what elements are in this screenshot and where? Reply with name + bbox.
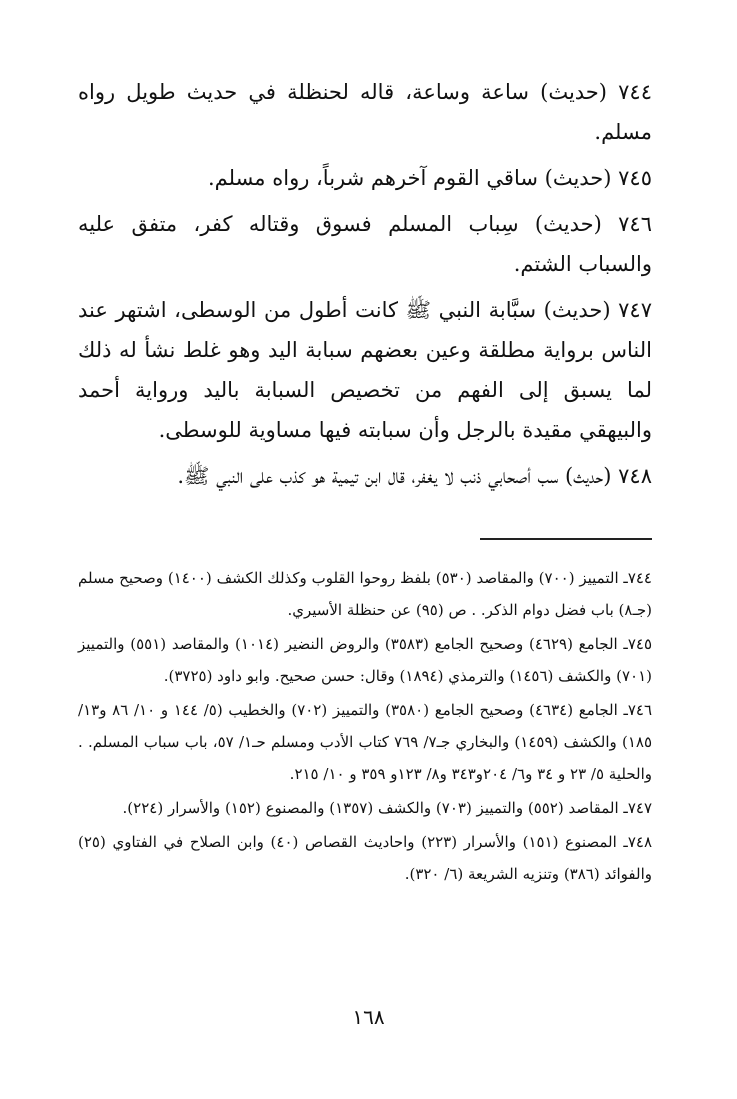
hadith-entry-748 [78,456,652,496]
footnote-divider [480,538,652,540]
footnote-748 [78,826,652,890]
footnote-746 [78,694,652,790]
footnote-text: ٧٤٨ـ المصنوع (١٥١) والأسرار (٢٢٣) واحاديث القصاص (٤٠) وابن الصلاح في الفتاوي (٢٥) والفوائد (٣٨٦) وتنزيه الشريعة (٦/ ٣٢٠). [78,833,652,883]
page-number: ١٦٨ [352,1005,385,1029]
footnote-747 [78,792,652,824]
hadith-entry-text: ٧٤٦ (حديث) سِباب المسلم فسوق وقتاله كفر، متفق عليه والسباب الشتم. [78,212,652,276]
hadith-entry-745 [78,158,652,198]
footnotes [78,562,652,892]
footnote-text: ٧٤٧ـ المقاصد (٥٥٢) والتمييز (٧٠٣) والكشف (١٣٥٧) والمصنوع (١٥٢) والأسرار (٢٢٤). [122,799,652,817]
footnote-744 [78,562,652,626]
footnote-text: ٧٤٤ـ التمييز (٧٠٠) والمقاصد (٥٣٠) بلفظ روحوا القلوب وكذلك الكشف (١٤٠٠) وصحيح مسلم (جـ٨) باب فضل دوام الذكر. . ص (٩٥) عن حنظلة الأسيري. [78,569,652,619]
hadith-entry-747 [78,290,652,450]
hadith-entry-746 [78,204,652,284]
hadith-entry-text: ٧٤٤ (حديث) ساعة وساعة، قاله لحنظلة في حديث طويل رواه مسلم. [78,80,652,144]
hadith-entry-text: ٧٤٥ (حديث) ساقي القوم آخرهم شرباً، رواه مسلم. [207,166,652,190]
footnote-745 [78,628,652,692]
hadith-entry-text: ٧٤٨ (حديث) سب أصحابي ذنب لا يغفر، قال ابن تيمية هو كذب على النبي ﷺ. [177,464,652,488]
hadith-entry-text: ٧٤٧ (حديث) سبَّابة النبي ﷺ كانت أطول من الوسطى، اشتهر عند الناس برواية مطلقة وعين بعضهم سبابة اليد وهو غلط نشأ له ذلك لما يسبق إلى الفهم من تخصيص السبابة باليد ورواية أحمد والبيهقي مقيدة بالرجل وأن سبابته فيها مساوية للوسطى. [78,298,652,442]
footnote-text: ٧٤٦ـ الجامع (٤٦٣٤) وصحيح الجامع (٣٥٨٠) والتمييز (٧٠٢) والخطيب (٥/ ١٤٤ و ١٠/ ٨٦ و١٣/ ١٨٥) والكشف (١٤٥٩) والبخاري جـ٧/ ٧٦٩ كتاب الأدب ومسلم حـ١/ ٥٧، باب سباب المسلم. . والحلية ٥/ ٢٣ و ٣٤ و٦/ ٢٠٤و٣٤٣ و٨/ ١٢٣و ٣٥٩ و ١٠/ ٢١٥. [78,701,653,783]
footnote-text: ٧٤٥ـ الجامع (٤٦٢٩) وصحيح الجامع (٣٥٨٣) والروض النضير (١٠١٤) والمقاصد (٥٥١) والتمييز (٧٠١) والكشف (١٤٥٦) والترمذي (١٨٩٤) وقال: حسن صحيح. وابو داود (٣٧٢٥). [78,635,652,685]
hadith-entry-744 [78,72,652,152]
main-text [78,72,652,502]
